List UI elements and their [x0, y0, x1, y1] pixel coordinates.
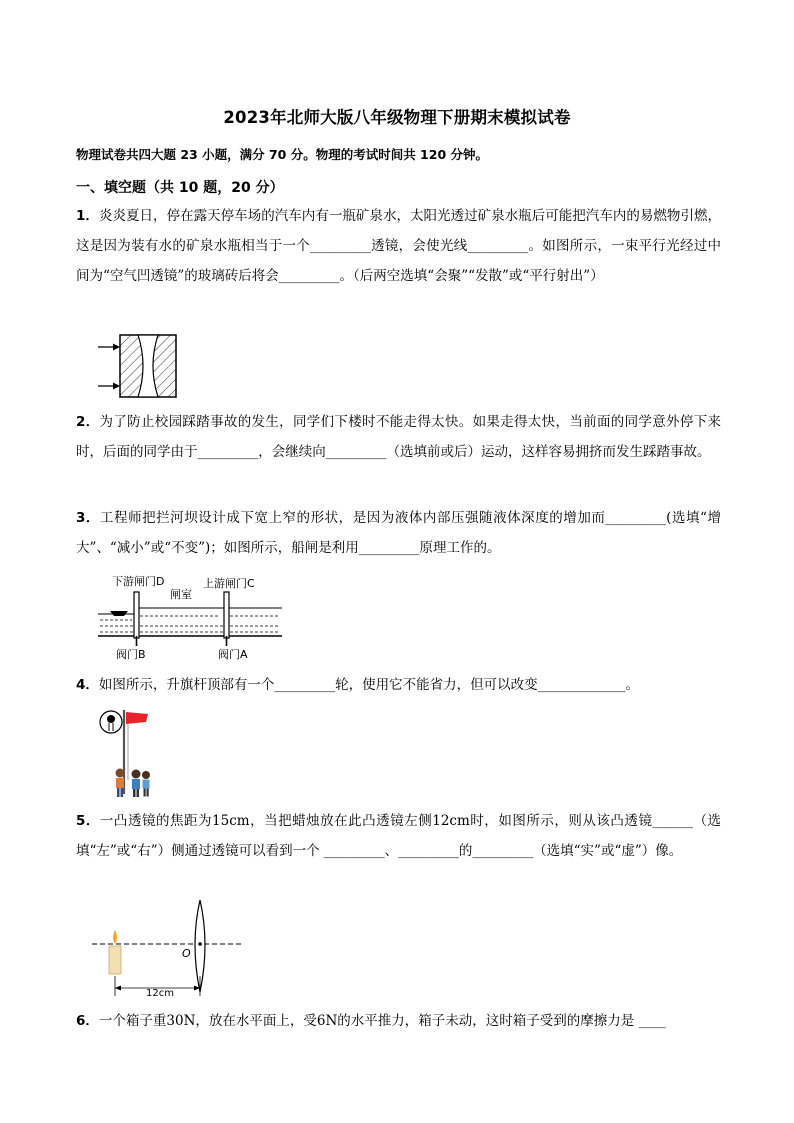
- section-heading-fill-blank: 一、填空题（共 10 题，20 分）: [76, 180, 284, 196]
- optical-center-point: [198, 942, 202, 946]
- question-text: 一个箱子重30N，放在水平面上，受6N的水平推力，箱子未动，这时箱子受到的摩擦力是 ____: [98, 1013, 666, 1029]
- student-leg: [147, 789, 149, 797]
- valve-b-label: 阀门B: [116, 648, 146, 661]
- chamber-label: 闸室: [170, 588, 192, 601]
- valve-a-label: 阀门A: [218, 648, 248, 661]
- gate-d-label: 下游闸门D: [112, 575, 165, 588]
- question-number: 1．: [76, 208, 99, 224]
- question-text: 一凸透镜的焦距为15cm，当把蜡烛放在此凸透镜左侧12cm时，如图所示，则从该凸透镜______（选填“左”或“右”）侧通过透镜可以看到一个 _________、_________的_________（选填“实”或“虚”）像。: [76, 813, 721, 859]
- flagpole-figure: [96, 704, 166, 800]
- question-2: [76, 407, 721, 467]
- question-text: 工程师把拦河坝设计成下宽上窄的形状，是因为液体内部压强随液体深度的增加而_________(选填“增大”、“减小”或“不变”)；如图所示，船闸是利用_________原理工作的。: [76, 510, 721, 556]
- question-number: 6．: [76, 1013, 99, 1029]
- question-text: 如图所示，升旗杆顶部有一个_________轮，使用它不能省力，但可以改变_____________。: [98, 677, 639, 693]
- student-leg: [133, 789, 136, 797]
- arrow-icon: [113, 344, 120, 351]
- student-leg: [117, 788, 120, 797]
- arrow-icon: [115, 986, 121, 991]
- candle-flame-icon: [113, 930, 117, 944]
- page-title: 2023年北师大版八年级物理下册期末模拟试卷: [223, 108, 571, 127]
- boat-icon: [110, 611, 128, 616]
- question-number: 3．: [76, 510, 100, 526]
- candle-body-shape: [109, 946, 121, 974]
- distance-label: 12cm: [146, 988, 174, 999]
- glass-brick-figure: [96, 330, 186, 402]
- student-body: [116, 778, 124, 788]
- student-head: [116, 769, 125, 778]
- red-flag-icon: [126, 712, 148, 724]
- pulley-wheel-icon: [107, 715, 115, 723]
- question-number: 4．: [76, 677, 99, 693]
- student-leg: [121, 788, 124, 797]
- student-body: [143, 780, 150, 789]
- question-number: 2．: [76, 414, 100, 430]
- question-number: 5．: [76, 813, 100, 829]
- question-3: [76, 503, 721, 563]
- exam-intro: 物理试卷共四大题 23 小题，满分 70 分。物理的考试时间共 120 分钟。: [76, 147, 488, 162]
- question-text: 炎炎夏日，停在露天停车场的汽车内有一瓶矿泉水，太阳光透过矿泉水瓶后可能把汽车内的易燃物引燃，这是因为装有水的矿泉水瓶相当于一个_________透镜，会使光线_________。如图所示，一束平行光经过中间为“空气凹透镜”的玻璃砖后将会_________。（后两空选填“会聚”“发散”或“平行射出”）: [76, 208, 721, 284]
- gate-c-shape: [224, 592, 229, 638]
- arrow-icon: [113, 383, 120, 390]
- student-body: [132, 779, 140, 789]
- ship-lock-figure: [96, 572, 282, 662]
- optical-center-label: O: [182, 947, 191, 960]
- student-head: [132, 770, 141, 779]
- question-5: [76, 806, 721, 866]
- gate-c-label: 上游闸门C: [203, 577, 255, 590]
- gate-d-shape: [134, 592, 139, 638]
- candle-lens-figure: [92, 896, 244, 1000]
- question-text: 为了防止校园踩踏事故的发生，同学们下楼时不能走得太快。如果走得太快，当前面的同学意外停下来时，后面的同学由于_________，会继续向_________（选填前或后）运动，这样容易拥挤而发生踩踏事故。: [76, 414, 721, 460]
- question-6: [76, 1006, 721, 1036]
- question-4: [76, 670, 721, 700]
- student-leg: [144, 789, 146, 797]
- student-leg: [137, 789, 140, 797]
- question-1: [76, 201, 721, 291]
- student-head: [142, 771, 150, 779]
